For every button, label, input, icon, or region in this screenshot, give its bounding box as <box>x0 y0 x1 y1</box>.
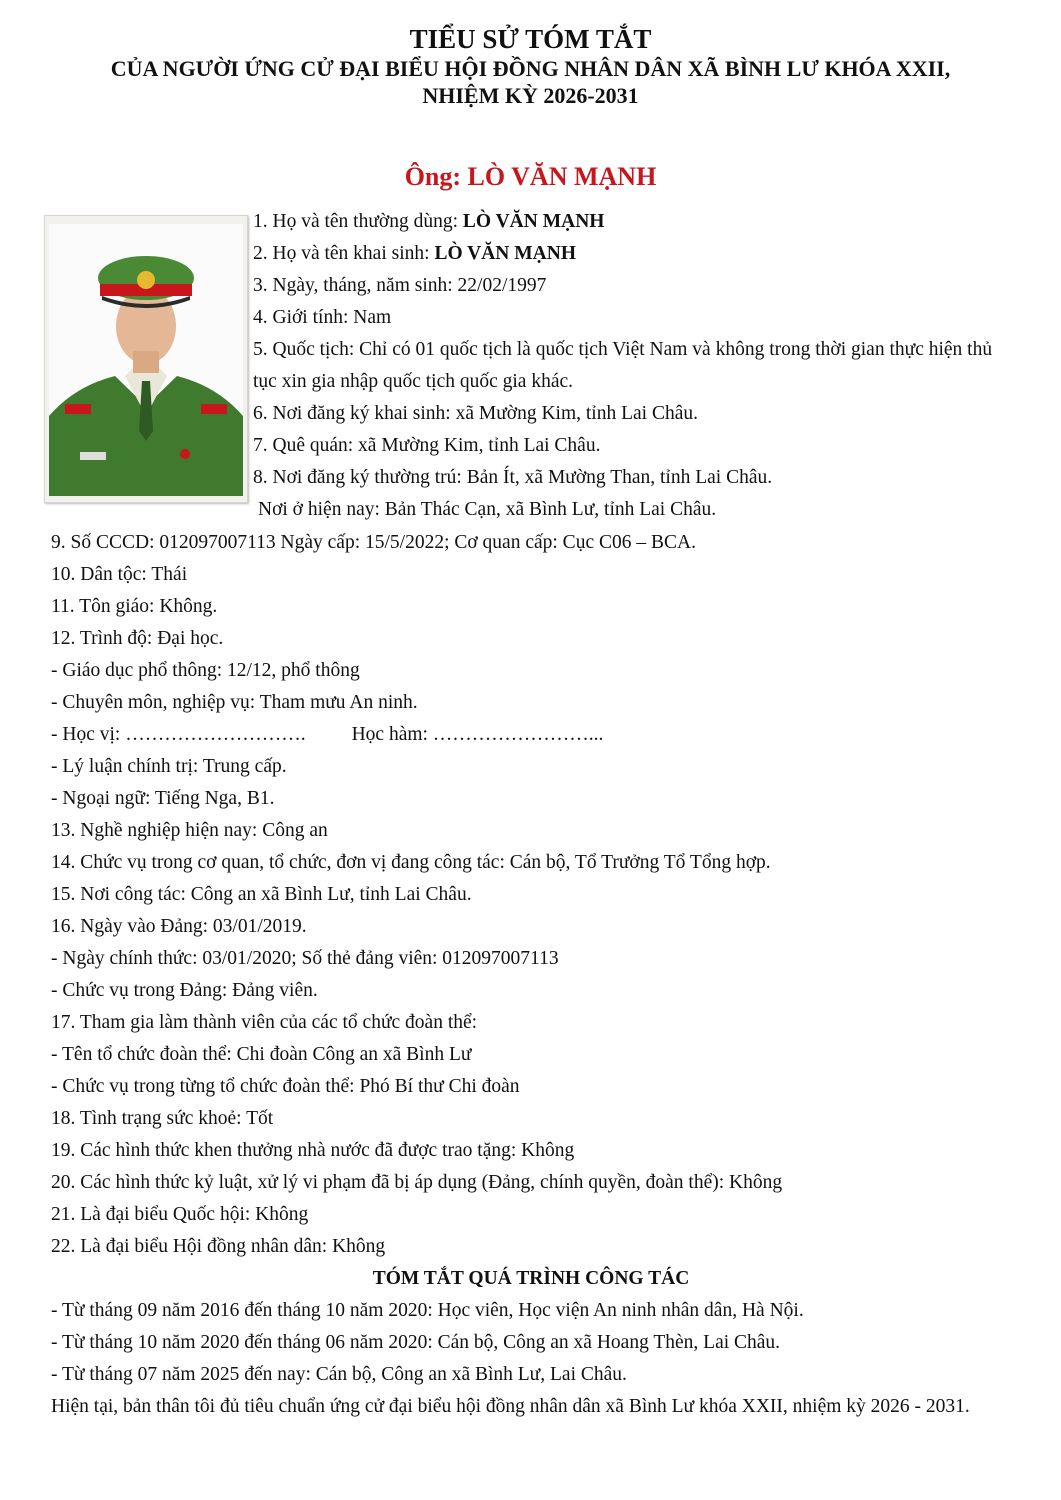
work-history-heading: TÓM TẮT QUÁ TRÌNH CÔNG TÁC <box>372 1268 690 1289</box>
info-line: - Ngoại ngữ: Tiếng Nga, B1. <box>51 788 275 809</box>
info-line: - Giáo dục phổ thông: 12/12, phổ thông <box>51 660 360 681</box>
work-history-item: - Từ tháng 10 năm 2020 đến tháng 06 năm 2020: Cán bộ, Công an xã Hoang Thèn, Lai Châu. <box>51 1332 781 1353</box>
document-subtitle: CỦA NGƯỜI ỨNG CỬ ĐẠI BIỂU HỘI ĐỒNG NHÂN DÂN XÃ BÌNH LƯ KHÓA XXII, <box>110 56 951 81</box>
info-line: 19. Các hình thức khen thưởng nhà nước đã được trao tặng: Không <box>51 1140 575 1161</box>
info-line: 11. Tôn giáo: Không. <box>51 596 218 617</box>
info-line-6: 6. Nơi đăng ký khai sinh: xã Mường Kim, tỉnh Lai Châu. <box>253 403 698 424</box>
document-title: TIỂU SỬ TÓM TẮT <box>409 24 652 54</box>
info-line: 10. Dân tộc: Thái <box>51 564 188 585</box>
candidate-name: Ông: LÒ VĂN MẠNH <box>404 162 657 191</box>
closing-statement: Hiện tại, bản thân tôi đủ tiêu chuẩn ứng cử đại biểu hội đồng nhân dân xã Bình Lư khóa XXII, nhiệm kỳ 2026 - 2031. <box>51 1396 970 1417</box>
info-line-1: 1. Họ và tên thường dùng: LÒ VĂN MẠNH <box>253 211 605 232</box>
info-line: - Chức vụ trong Đảng: Đảng viên. <box>51 980 318 1001</box>
info-line: 21. Là đại biểu Quốc hội: Không <box>51 1204 309 1225</box>
info-line-7: 7. Quê quán: xã Mường Kim, tỉnh Lai Châu. <box>253 435 601 456</box>
info-line: - Chuyên môn, nghiệp vụ: Tham mưu An ninh. <box>51 692 418 713</box>
degree-line: - Học vị: ………………………. Học hàm: ……………………... <box>51 724 604 745</box>
info-line-5: 5. Quốc tịch: Chỉ có 01 quốc tịch là quốc tịch Việt Nam và không trong thời gian thực hiện thủ tục xin gia nhập quốc tịch quốc gia khác. <box>253 339 993 392</box>
info-line: 13. Nghề nghiệp hiện nay: Công an <box>51 820 328 841</box>
personal-info-left <box>51 527 1011 1423</box>
info-line: - Tên tổ chức đoàn thể: Chi đoàn Công an xã Bình Lư <box>51 1044 472 1065</box>
info-line: 14. Chức vụ trong cơ quan, tổ chức, đơn vị đang công tác: Cán bộ, Tổ Trưởng Tổ Tổng hợp. <box>51 852 771 873</box>
info-line: 15. Nơi công tác: Công an xã Bình Lư, tỉnh Lai Châu. <box>51 884 472 905</box>
info-line: 16. Ngày vào Đảng: 03/01/2019. <box>51 916 307 937</box>
info-line-2: 2. Họ và tên khai sinh: LÒ VĂN MẠNH <box>253 243 576 264</box>
info-line-residence: Nơi ở hiện nay: Bản Thác Cạn, xã Bình Lư, tỉnh Lai Châu. <box>258 499 717 520</box>
info-line: 20. Các hình thức kỷ luật, xử lý vi phạm đã bị áp dụng (Đảng, chính quyền, đoàn thể): Không <box>51 1172 783 1193</box>
document-term: NHIỆM KỲ 2026-2031 <box>422 83 639 108</box>
work-history-item: - Từ tháng 09 năm 2016 đến tháng 10 năm 2020: Học viên, Học viện An ninh nhân dân, Hà Nội. <box>51 1300 804 1321</box>
info-line: - Lý luận chính trị: Trung cấp. <box>51 756 287 777</box>
info-line: - Chức vụ trong từng tổ chức đoàn thể: Phó Bí thư Chi đoàn <box>51 1076 520 1097</box>
candidate-portrait <box>44 215 248 503</box>
work-history-item: - Từ tháng 07 năm 2025 đến nay: Cán bộ, Công an xã Bình Lư, Lai Châu. <box>51 1364 627 1385</box>
info-line: 17. Tham gia làm thành viên của các tổ chức đoàn thể: <box>51 1012 478 1033</box>
info-line-3: 3. Ngày, tháng, năm sinh: 22/02/1997 <box>253 275 547 296</box>
info-line: - Ngày chính thức: 03/01/2020; Số thẻ đảng viên: 012097007113 <box>51 948 559 969</box>
info-line: 9. Số CCCD: 012097007113 Ngày cấp: 15/5/2022; Cơ quan cấp: Cục C06 – BCA. <box>51 532 696 553</box>
info-line-4: 4. Giới tính: Nam <box>253 307 392 328</box>
personal-info-right <box>253 206 1018 526</box>
info-line: 18. Tình trạng sức khoẻ: Tốt <box>51 1108 274 1129</box>
info-line-8: 8. Nơi đăng ký thường trú: Bản Ít, xã Mường Than, tỉnh Lai Châu. <box>253 467 773 488</box>
info-line: 22. Là đại biểu Hội đồng nhân dân: Không <box>51 1236 386 1257</box>
info-line: 12. Trình độ: Đại học. <box>51 628 224 649</box>
